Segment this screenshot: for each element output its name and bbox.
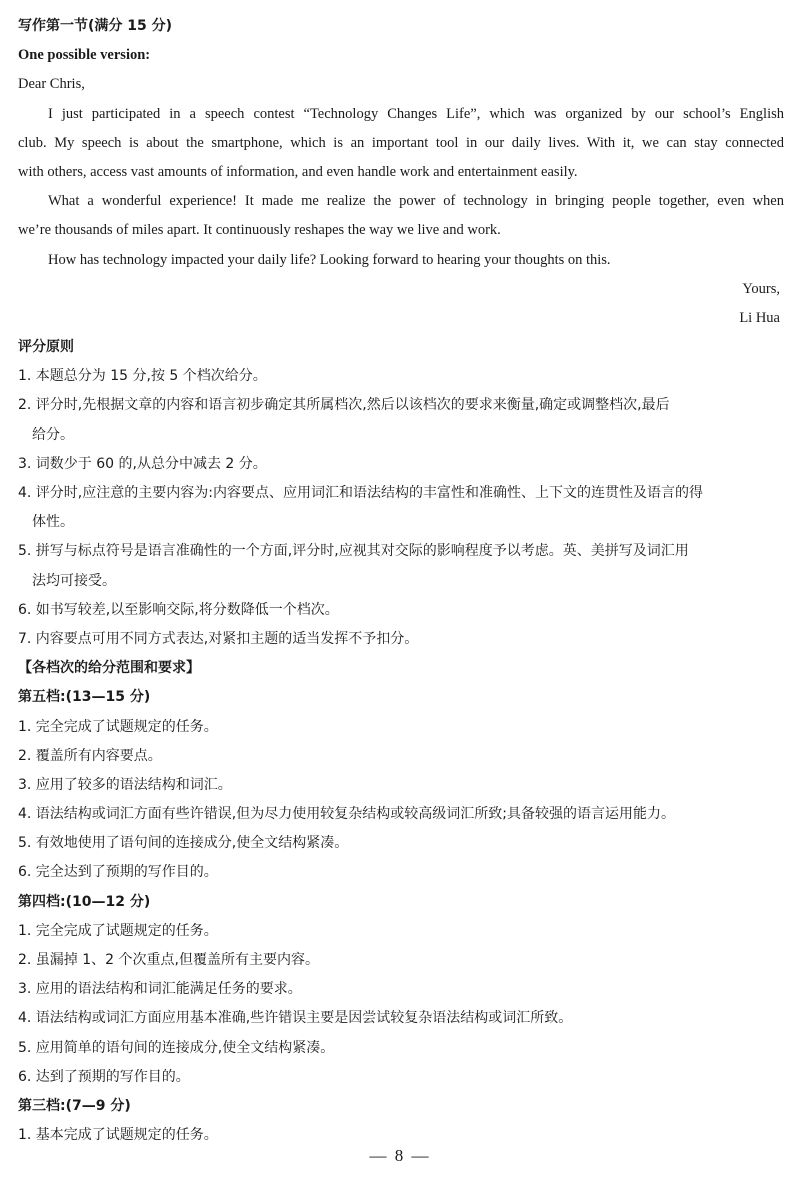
letter-paragraph-1-line-3: with others, access vast amounts of information, and even handle work and entertainment easily. bbox=[18, 163, 578, 180]
band-5-item-6: 6. 完全达到了预期的写作目的。 bbox=[18, 864, 218, 881]
letter-greeting: Dear Chris, bbox=[18, 76, 85, 93]
principle-7: 7. 内容要点可用不同方式表达,对紧扣主题的适当发挥不予扣分。 bbox=[18, 630, 419, 647]
section-title: 写作第一节(满分 15 分) bbox=[18, 18, 173, 34]
letter-paragraph-1-line-2: club. My speech is about the smartphone, which is an important tool in our daily lives. With it, we can stay connected bbox=[18, 134, 784, 151]
model-heading: One possible version: bbox=[18, 47, 151, 64]
band-5-item-3: 3. 应用了较多的语法结构和词汇。 bbox=[18, 776, 232, 793]
letter-closing: Yours, bbox=[742, 280, 780, 297]
principle-2-line-2: 给分。 bbox=[32, 426, 74, 443]
band-4-item-1: 1. 完全完成了试题规定的任务。 bbox=[18, 922, 218, 939]
letter-paragraph-2-line-1: What a wonderful experience! It made me realize the power of technology in bringing people together, even when bbox=[48, 193, 784, 210]
principle-3: 3. 词数少于 60 的,从总分中减去 2 分。 bbox=[18, 455, 267, 472]
band-5-title: 第五档:(13—15 分) bbox=[18, 689, 151, 706]
principle-4-line-2: 体性。 bbox=[32, 514, 74, 531]
letter-signature: Li Hua bbox=[739, 309, 780, 326]
band-5-item-5: 5. 有效地使用了语句间的连接成分,使全文结构紧凑。 bbox=[18, 835, 349, 852]
band-4-title: 第四档:(10—12 分) bbox=[18, 893, 151, 910]
principle-4-line-1: 4. 评分时,应注意的主要内容为:内容要点、应用词汇和语法结构的丰富性和准确性、上下文的连贯性及语言的得 bbox=[18, 485, 703, 501]
principle-2-line-1: 2. 评分时,先根据文章的内容和语言初步确定其所属档次,然后以该档次的要求来衡量,确定或调整档次,最后 bbox=[18, 397, 670, 414]
band-4-item-2: 2. 虽漏掉 1、2 个次重点,但覆盖所有主要内容。 bbox=[18, 952, 319, 968]
band-3-item-1: 1. 基本完成了试题规定的任务。 bbox=[18, 1127, 218, 1144]
principle-5-line-2: 法均可接受。 bbox=[32, 572, 116, 589]
document-page bbox=[18, 12, 784, 1150]
letter-paragraph-2-line-2: we’re thousands of miles apart. It continuously reshapes the way we live and work. bbox=[18, 222, 501, 239]
band-5-item-1: 1. 完全完成了试题规定的任务。 bbox=[18, 718, 218, 735]
band-5-item-2: 2. 覆盖所有内容要点。 bbox=[18, 747, 162, 764]
principle-5-line-1: 5. 拼写与标点符号是语言准确性的一个方面,评分时,应视其对交际的影响程度予以考虑。英、美拼写及词汇用 bbox=[18, 543, 689, 560]
principles-title: 评分原则 bbox=[18, 339, 74, 356]
band-3-title: 第三档:(7—9 分) bbox=[18, 1097, 131, 1114]
letter-paragraph-1-line-1: I just participated in a speech contest “Technology Changes Life”, which was organized by our school’s English bbox=[48, 105, 784, 122]
bands-title: 【各档次的给分范围和要求】 bbox=[18, 660, 200, 677]
letter-paragraph-3-line-1: How has technology impacted your daily life? Looking forward to hearing your thoughts on this. bbox=[48, 251, 611, 268]
principle-1: 1. 本题总分为 15 分,按 5 个档次给分。 bbox=[18, 368, 267, 385]
band-4-item-4: 4. 语法结构或词汇方面应用基本准确,些许错误主要是因尝试较复杂语法结构或词汇所致。 bbox=[18, 1010, 573, 1027]
principle-6: 6. 如书写较差,以至影响交际,将分数降低一个档次。 bbox=[18, 601, 339, 618]
band-5-item-4: 4. 语法结构或词汇方面有些许错误,但为尽力使用较复杂结构或较高级词汇所致;具备较强的语言运用能力。 bbox=[18, 806, 675, 823]
page-number: — 8 — bbox=[369, 1146, 431, 1165]
band-4-item-5: 5. 应用简单的语句间的连接成分,使全文结构紧凑。 bbox=[18, 1039, 335, 1056]
band-4-item-6: 6. 达到了预期的写作目的。 bbox=[18, 1068, 190, 1085]
band-4-item-3: 3. 应用的语法结构和词汇能满足任务的要求。 bbox=[18, 981, 302, 998]
